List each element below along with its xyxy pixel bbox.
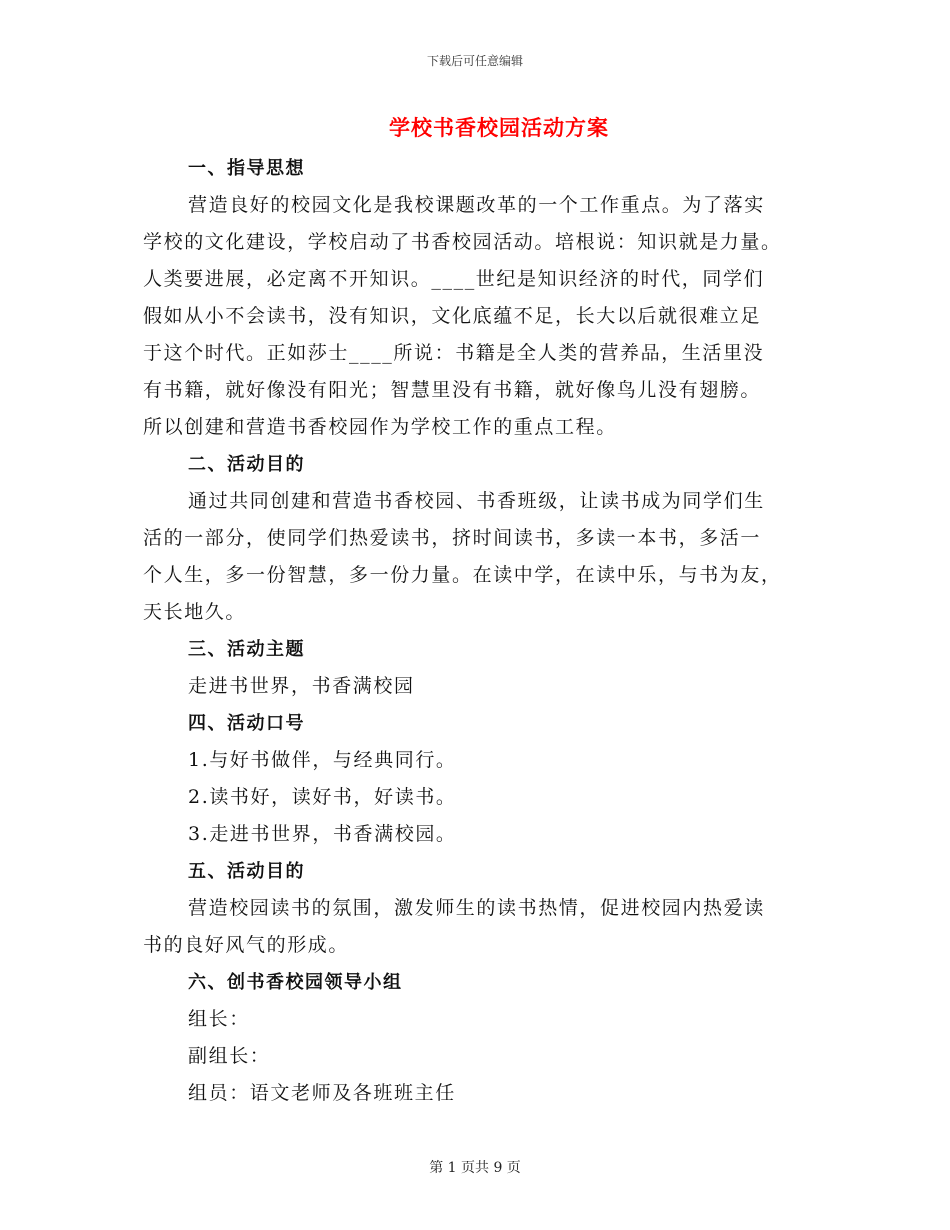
paragraph-line: 天长地久。 bbox=[143, 601, 247, 623]
paragraph-line: 通过共同创建和营造书香校园、书香班级，让读书成为同学们生 bbox=[188, 490, 765, 512]
members-line: 组员：语文老师及各班班主任 bbox=[188, 1082, 456, 1104]
paragraph-line: 走进书世界，书香满校园 bbox=[188, 675, 415, 697]
paragraph-line: 有书籍，就好像没有阳光；智慧里没有书籍，就好像鸟儿没有翅膀。 bbox=[143, 379, 762, 401]
paragraph-line: 营造良好的校园文化是我校课题改革的一个工作重点。为了落实 bbox=[188, 194, 765, 216]
list-item: 2.读书好，读好书，好读书。 bbox=[188, 786, 457, 808]
document-body bbox=[143, 150, 811, 1112]
section-heading-activity-purpose: 二、活动目的 bbox=[188, 454, 305, 475]
paragraph-line: 书的良好风气的形成。 bbox=[143, 934, 350, 956]
page-footer: 第 1 页共 9 页 bbox=[429, 1160, 521, 1176]
section-heading-guiding-thought: 一、指导思想 bbox=[188, 158, 305, 179]
paragraph-line: 所以创建和营造书香校园作为学校工作的重点工程。 bbox=[143, 416, 617, 438]
paragraph-line: 个人生，多一份智慧，多一份力量。在读中学，在读中乐，与书为友， bbox=[143, 564, 782, 586]
section-heading-leadership-group: 六、创书香校园领导小组 bbox=[188, 972, 403, 993]
list-item: 1.与好书做伴，与经典同行。 bbox=[188, 749, 457, 771]
paragraph-line: 营造校园读书的氛围，激发师生的读书热情，促进校园内热爱读 bbox=[188, 897, 765, 919]
section-heading-activity-purpose-2: 五、活动目的 bbox=[188, 861, 305, 882]
paragraph-line: 于这个时代。正如莎士____所说：书籍是全人类的营养品，生活里没 bbox=[143, 342, 765, 364]
document-title: 学校书香校园活动方案 bbox=[389, 115, 609, 140]
paragraph-line: 人类要进展，必定离不开知识。____世纪是知识经济的时代，同学们 bbox=[143, 268, 765, 290]
section-heading-activity-slogan: 四、活动口号 bbox=[188, 713, 305, 734]
group-leader-line: 组长： bbox=[188, 1008, 250, 1030]
deputy-leader-line: 副组长： bbox=[188, 1045, 271, 1067]
paragraph-line: 活的一部分，使同学们热爱读书，挤时间读书，多读一本书，多活一 bbox=[143, 527, 762, 549]
list-item: 3.走进书世界，书香满校园。 bbox=[188, 823, 457, 845]
section-heading-activity-theme: 三、活动主题 bbox=[188, 639, 305, 660]
paragraph-line: 假如从小不会读书，没有知识，文化底蕴不足，长大以后就很难立足 bbox=[143, 305, 762, 327]
paragraph-line: 学校的文化建设，学校启动了书香校园活动。培根说：知识就是力量。 bbox=[143, 231, 782, 253]
header-note: 下载后可任意编辑 bbox=[426, 54, 523, 68]
